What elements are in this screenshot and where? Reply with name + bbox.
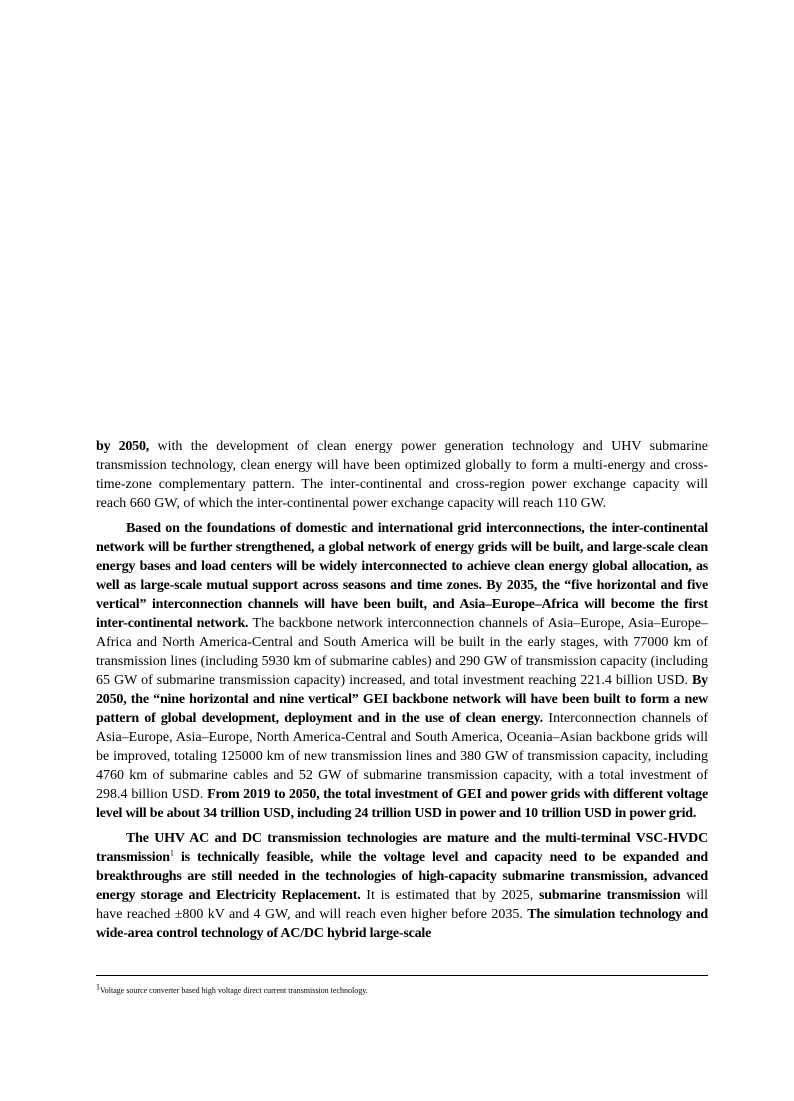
paragraph-2	[96, 519, 708, 823]
paragraph-3	[96, 829, 708, 943]
footnote-divider	[96, 975, 708, 976]
bold-text: The UHV AC and DC transmission technologies are mature and the multi-terminal VSC-HVDC transmission	[96, 831, 708, 865]
body-text: It is estimated that by 2025,	[360, 888, 540, 903]
bold-text: by 2050,	[96, 439, 150, 454]
body-text: The backbone network interconnection channels of Asia–Europe, Asia–Europe–Africa and North America-Central and South America will be built in the early stages, with 77000 km of transmission lines (including 5930 km of submarine cables) and 290 GW of transmission capacity (including 65 GW of submarine transmission capacity) increased, and total investment reaching 221.4 billion USD.	[96, 616, 708, 688]
body-text: will have reached ±800 kV and 4 GW, and will reach even higher before 2035.	[96, 888, 708, 922]
body-text: Interconnection channels of Asia–Europe, Asia–Europe, North America-Central and South America, Oceania–Asian backbone grids will be improved, totaling 125000 km of new transmission lines and 380 GW of transmission capacity, including 4760 km of submarine cables and 52 GW of submarine transmission capacity, with a total investment of 298.4 billion USD.	[96, 711, 708, 802]
body-text: with the development of clean energy power generation technology and UHV submarine transmission technology, clean energy will have been optimized globally to form a multi-energy and cross-time-zone complementary pattern. The inter-continental and cross-region power exchange capacity will reach 660 GW, of which the inter-continental power exchange capacity will reach 110 GW.	[96, 439, 708, 511]
bold-text: Based on the foundations of domestic and international grid interconnections, the inter-continental network will be further strengthened, a global network of energy grids will be built, and large-scale clean energy bases and load centers will be widely interconnected to achieve clean energy global allocation, as well as large-scale mutual support across seasons and time zones. By 2035, the “five horizontal and five vertical” interconnection channels will have been built, and Asia–Europe–Africa will become the first inter-continental network.	[96, 521, 708, 631]
paragraph-1	[96, 437, 708, 513]
footnote-text: Voltage source converter based high voltage direct current transmission technology.	[100, 986, 368, 995]
footnote-marker: 1	[96, 982, 100, 992]
document-body	[96, 437, 708, 949]
bold-text: The simulation technology and wide-area control technology of AC/DC hybrid large-scale	[96, 907, 708, 941]
bold-text: By 2050, the “nine horizontal and nine vertical” GEI backbone network will have been built to form a new pattern of global development, deployment and in the use of clean energy.	[96, 673, 708, 726]
footnote-reference[interactable]: 1	[169, 848, 174, 858]
bold-text: submarine transmission	[539, 888, 681, 903]
bold-text: is technically feasible, while the voltage level and capacity need to be expanded and breakthroughs are still needed in the technologies of high-capacity submarine transmission, advanced energy storage and Electricity Replacement.	[96, 850, 708, 903]
bold-text: From 2019 to 2050, the total investment of GEI and power grids with different voltage level will be about 34 trillion USD, including 24 trillion USD in power and 10 trillion USD in power grid.	[96, 787, 708, 821]
footnote	[96, 982, 368, 996]
